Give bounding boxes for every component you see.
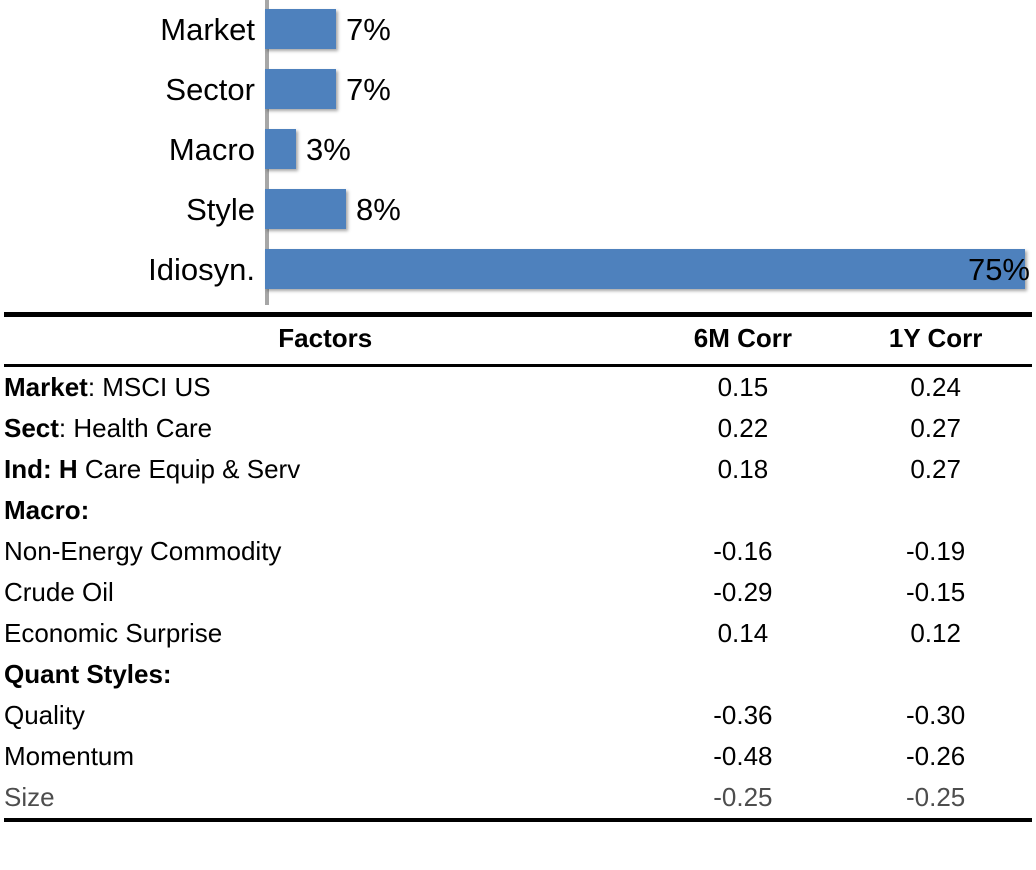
table-header-row [4,315,1032,366]
table-row [4,366,1032,409]
row-label [4,366,647,409]
bar-value-label: 8% [356,191,401,227]
bar-category-label: Market [160,11,255,47]
row-label-rest: Size [4,782,55,812]
cell-6m-corr: -0.29 [713,577,773,607]
bar-track [265,9,1036,49]
row-label [4,572,647,613]
bar-value-label: 3% [306,131,351,167]
table-row [4,572,1032,613]
row-label [4,654,647,695]
row-label-rest: Economic Surprise [4,618,223,648]
cell-6m-corr: 0.14 [717,618,769,648]
cell-1y-corr [839,654,1032,695]
chart-bar-rows [0,0,1036,312]
bar-fill [265,249,1025,289]
row-label-rest: : MSCI US [87,372,211,402]
cell-1y-corr: 0.27 [910,454,961,484]
row-label-bold: Sect [4,413,59,443]
row-label-rest: Quality [4,700,85,730]
row-label-bold: Ind: H [4,454,78,484]
bar-fill [265,129,296,169]
table-row [4,408,1032,449]
table-row [4,777,1032,820]
table-row [4,613,1032,654]
cell-1y-corr: -0.15 [905,577,966,607]
bar-category-label: Macro [168,131,255,167]
bar-value-label: 75% [967,251,1030,287]
table-row [4,736,1032,777]
cell-6m-corr: -0.16 [713,536,773,566]
table-bottom-rule [4,820,1032,822]
cell-1y-corr: 0.27 [910,413,961,443]
row-label [4,449,647,490]
cell-6m-corr: -0.48 [713,741,773,771]
row-label-rest: Crude Oil [4,577,114,607]
cell-6m-corr: 0.15 [717,372,769,402]
bar-row [0,184,1036,234]
bar-category-label: Style [186,191,255,227]
cell-1y-corr [839,490,1032,531]
table-row [4,449,1032,490]
cell-6m-corr: -0.36 [713,700,773,730]
bar-fill [265,189,346,229]
table-row [4,654,1032,695]
bar-row [0,244,1036,294]
bar-track [265,129,1036,169]
row-label-rest: Non-Energy Commodity [4,536,282,566]
row-label [4,736,647,777]
bar-fill [265,69,336,109]
column-header-factors: Factors [278,323,373,353]
bar-value-label: 7% [346,71,391,107]
column-header-1y-corr: 1Y Corr [888,323,983,353]
risk-decomposition-bar-chart [0,0,1036,312]
table-row [4,531,1032,572]
bar-row [0,64,1036,114]
row-label [4,613,647,654]
table-row [4,695,1032,736]
row-label-bold: Quant Styles: [4,659,172,689]
row-label [4,695,647,736]
row-label [4,490,647,531]
table-bottom-rule-row [4,820,1032,822]
row-label-bold: Market [4,372,88,402]
bar-track [265,189,1036,229]
cell-1y-corr: 0.24 [910,372,961,402]
cell-1y-corr: -0.30 [905,700,966,730]
row-label [4,531,647,572]
bar-track [265,69,1036,109]
bar-row [0,4,1036,54]
row-label [4,408,647,449]
bar-category-label: Sector [165,71,255,107]
cell-1y-corr: -0.26 [905,741,966,771]
row-label-rest: Care Equip & Serv [77,454,301,484]
cell-1y-corr: 0.12 [910,618,961,648]
cell-6m-corr [647,654,840,695]
row-label-bold: Macro: [4,495,90,525]
row-label-rest: : Health Care [58,413,213,443]
factors-table [4,312,1032,822]
cell-6m-corr: 0.22 [717,413,769,443]
bar-fill [265,9,336,49]
cell-6m-corr [647,490,840,531]
factors-table-container [0,312,1036,822]
cell-1y-corr: -0.19 [905,536,966,566]
cell-6m-corr: -0.25 [713,782,773,812]
cell-6m-corr: 0.18 [717,454,769,484]
row-label-rest: Momentum [4,741,135,771]
row-label [4,777,647,820]
bar-category-label: Idiosyn. [148,251,255,287]
cell-1y-corr: -0.25 [905,782,966,812]
bar-row [0,124,1036,174]
column-header-6m-corr: 6M Corr [693,323,792,353]
bar-track [265,249,1036,289]
table-row [4,490,1032,531]
bar-value-label: 7% [346,11,391,47]
